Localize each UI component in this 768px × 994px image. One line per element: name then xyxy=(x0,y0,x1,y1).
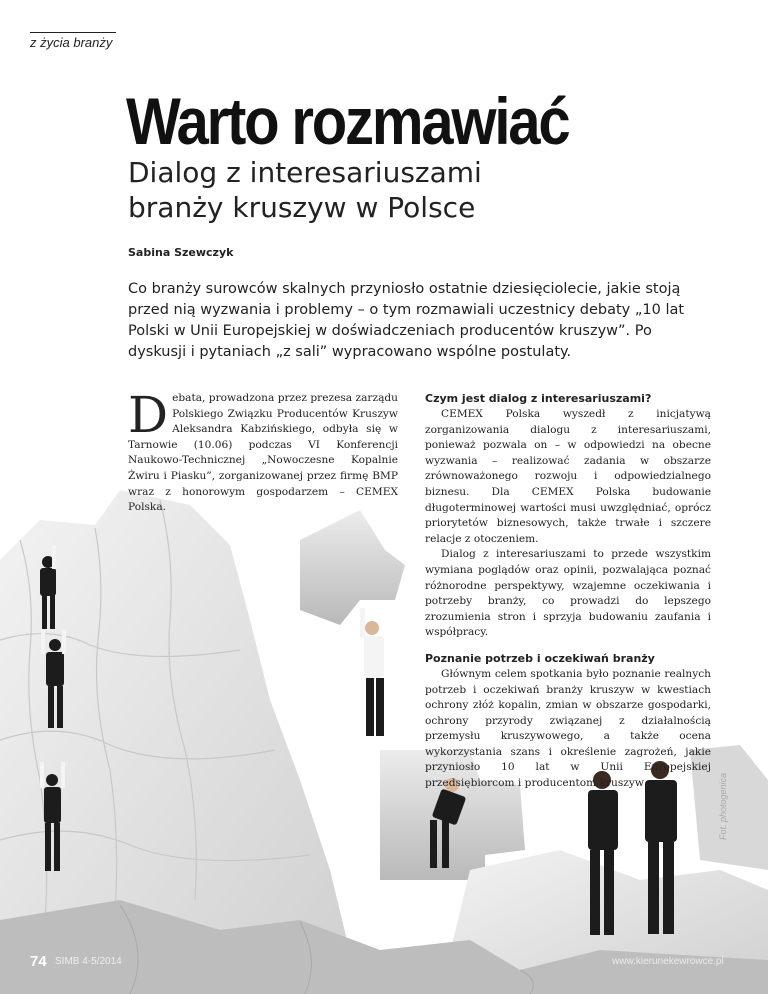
photo-credit: Fot. photogenica xyxy=(718,772,728,840)
floating-piece xyxy=(300,510,405,625)
paragraph-dialog: Dialog z interesariuszami to przede wszystkim wymiana poglądów oraz opinii, pozwalająca poznać różnorodne perspektywy, wzajemne oczekiwania i potrzeby branży, co prowadzi do lepszego zrozumienia stron i sprzyja budowaniu zaufania i współpracy. xyxy=(425,548,711,639)
subtitle-line-2: branży kruszyw w Polsce xyxy=(128,191,476,224)
intro-paragraph: ebata, prowadzona przez prezesa zarządu Polskiego Związku Producentów Kruszyw Aleksandra Kabzińskiego, odbyła się w Tarnowie (10.06) podczas VI Konferencji Naukowo-Technicznej „Nowoczesne Kopalnie Żwiru i Piasku”, zorganizowanej przez firmę BMP wraz z honorowym gospodarzem – CEMEX Polska. xyxy=(128,392,398,514)
article-column-left xyxy=(128,386,398,516)
heading-dialog: Czym jest dialog z interesariuszami? xyxy=(425,392,652,405)
section-label: z życia branży xyxy=(30,35,113,50)
website-url: www.kierunekewrowce.pl xyxy=(612,956,724,967)
article-column-right xyxy=(425,391,711,792)
section-gap xyxy=(425,641,711,651)
magazine-issue: SIMB 4-5/2014 xyxy=(55,956,122,967)
man-reaching xyxy=(360,608,384,736)
paragraph-goal: Głównym celem spotkania było poznanie realnych potrzeb i oczekiwań branży kruszyw w kwestiach ochrony złóż kopalin, zmian w obszarze gospodarki, ochrony przyrody związanej z działalnością przemysłu kruszywowego, a także ocena wykorzystania szans i określenie zagrożeń, jakie przyniosło 10 lat w Unii Europejskiej przedsiębiorcom i producentom kruszyw xyxy=(425,667,711,790)
subtitle-line-1: Dialog z interesariuszami xyxy=(128,156,482,189)
article-title: Warto rozmawiać xyxy=(126,84,569,158)
drop-cap: D xyxy=(128,386,169,444)
section-rule xyxy=(30,32,116,33)
author-name: Sabina Szewczyk xyxy=(128,246,234,259)
article-subtitle xyxy=(128,155,688,225)
paragraph-cemex: CEMEX Polska wyszedł z inicjatywą zorganizowania dialogu z interesariuszami, ponieważ pozwala on – w odpowiedzi na obecne wyzwania – realizować zadania w obszarze zrównoważonego rozwoju i odpowiedzialnego biznesu. Dla CEMEX Polska budowanie długoterminowej wartości musi uwzględniać, oprócz priorytetów biznesowych, także trwałe i szczere relacje z otoczeniem. xyxy=(425,408,711,545)
heading-needs: Poznanie potrzeb i oczekiwań branży xyxy=(425,651,655,665)
lead-paragraph: Co branży surowców skalnych przyniosło ostatnie dziesięciolecie, jakie stoją przed nią wyzwania i problemy – o tym rozmawiali uczestnicy debaty „10 lat Polski w Unii Europejskiej w doświadczeniach producentów kruszyw”. Po dyskusji i pytaniach „z sali” wypracowano wspólne postulaty. xyxy=(128,281,685,360)
page-number: 74 xyxy=(30,953,47,970)
